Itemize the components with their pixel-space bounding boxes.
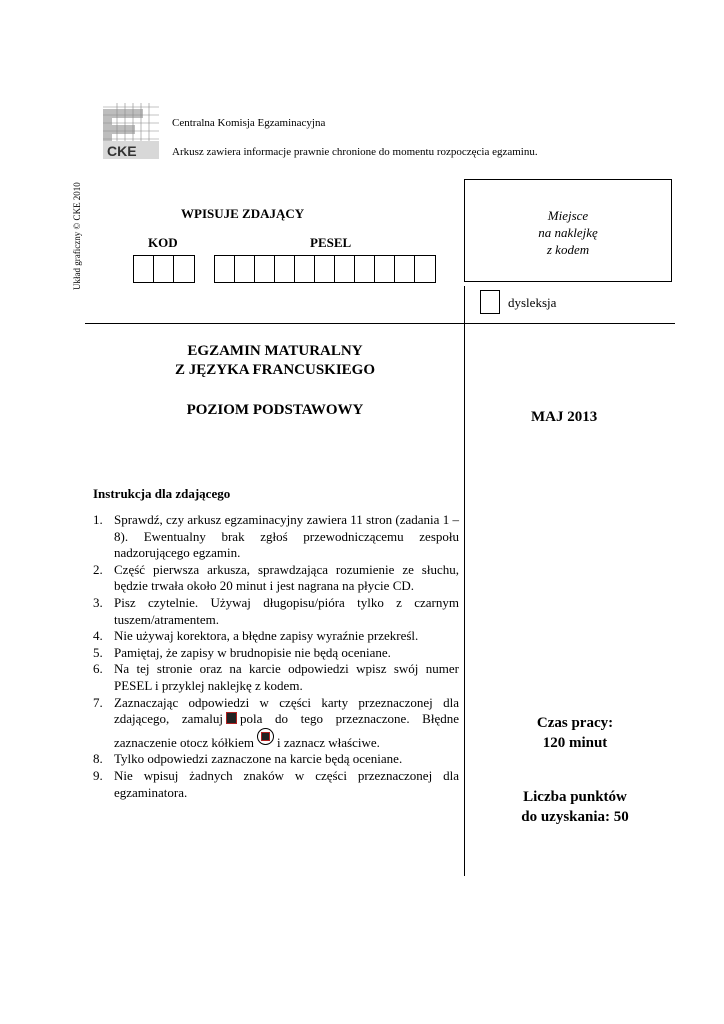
instruction-item: 6. Na tej stronie oraz na karcie odpowiedzi wpisz swój numer PESEL i przyklej naklejkę z kodem. — [93, 661, 459, 693]
code-sticker-area — [464, 179, 672, 282]
instruction-item: 8. Tylko odpowiedzi zaznaczone na karcie będą oceniane. — [93, 751, 403, 767]
copyright-note: Układ graficzny © CKE 2010 — [72, 182, 82, 290]
confidentiality-notice: Arkusz zawiera informacje prawnie chronione do momentu rozpoczęcia egzaminu. — [172, 146, 538, 158]
pesel-digit-box[interactable] — [235, 256, 255, 282]
instruction-item: 3. Pisz czytelnie. Używaj długopisu/pióra tylko z czarnym tuszem/atramentem. — [93, 594, 459, 627]
horizontal-divider — [85, 323, 675, 324]
instructions-list — [93, 512, 459, 801]
kod-digit-box[interactable] — [134, 256, 154, 282]
logo-text: CKE — [107, 143, 137, 159]
sticker-line-2: na naklejkę — [538, 225, 598, 240]
kod-digit-box[interactable] — [174, 256, 194, 282]
instruction-item: 1. Sprawdź, czy arkusz egzaminacyjny zawiera 11 stron (zadania 1 – 8). Ewentualny brak zgłoś przewodniczącemu zespołu nadzorującego egzamin. — [93, 512, 459, 561]
points-value: do uzyskania: 50 — [521, 809, 629, 825]
sticker-line-3: z kodem — [546, 242, 590, 257]
pesel-field[interactable] — [214, 255, 436, 283]
candidate-heading: WPISUJE ZDAJĄCY — [181, 206, 305, 221]
instruction-item: 7. Zaznaczając odpowiedzi w części karty przeznaczonej dla zdającego, zamaluj pola do tego przeznaczone. Błędne zaznaczenie otocz kółkiem i zaznacz właściwe. — [93, 694, 460, 750]
exam-duration — [480, 713, 670, 753]
kod-digit-box[interactable] — [154, 256, 174, 282]
exam-title-line-1: EGZAMIN MATURALNY — [187, 343, 363, 359]
pesel-digit-box[interactable] — [315, 256, 335, 282]
pesel-digit-box[interactable] — [355, 256, 375, 282]
points-label: Liczba punktów — [523, 789, 627, 805]
pesel-label: PESEL — [310, 235, 352, 250]
dyslexia-label: dysleksja — [508, 295, 557, 310]
instruction-item: 4. Nie używaj korektora, a błędne zapisy wyraźnie przekreśl. — [93, 628, 419, 644]
instruction-item: 5. Pamiętaj, że zapisy w brudnopisie nie będą oceniane. — [93, 644, 391, 660]
exam-level: POZIOM PODSTAWOWY — [186, 402, 364, 418]
cke-logo — [103, 103, 159, 159]
instruction-item: 2. Część pierwsza arkusza, sprawdzająca rozumienie ze słuchu, będzie trwała około 20 minut i jest nagrana na płycie CD. — [93, 561, 459, 594]
pesel-digit-box[interactable] — [275, 256, 295, 282]
dyslexia-checkbox[interactable] — [480, 290, 500, 314]
filled-square-icon — [226, 712, 237, 724]
instructions-heading: Instrukcja dla zdającego — [93, 486, 231, 501]
pesel-digit-box[interactable] — [375, 256, 395, 282]
institution-name: Centralna Komisja Egzaminacyjna — [172, 117, 326, 129]
instruction-item: 9. Nie wpisuj żadnych znaków w części przeznaczonej dla egzaminatora. — [93, 767, 459, 800]
pesel-digit-box[interactable] — [255, 256, 275, 282]
sticker-line-1: Miejsce — [547, 208, 589, 223]
duration-value: 120 minut — [542, 735, 608, 751]
kod-field[interactable] — [133, 255, 195, 283]
vertical-divider — [464, 286, 465, 876]
exam-title — [120, 342, 430, 420]
pesel-digit-box[interactable] — [295, 256, 315, 282]
pesel-digit-box[interactable] — [395, 256, 415, 282]
circled-square-icon — [257, 728, 274, 745]
pesel-digit-box[interactable] — [415, 256, 435, 282]
exam-title-line-2: Z JĘZYKA FRANCUSKIEGO — [174, 362, 376, 378]
kod-label: KOD — [148, 235, 178, 250]
max-points — [480, 787, 670, 827]
pesel-digit-box[interactable] — [335, 256, 355, 282]
pesel-digit-box[interactable] — [215, 256, 235, 282]
duration-label: Czas pracy: — [536, 715, 614, 731]
exam-date: MAJ 2013 — [531, 409, 598, 425]
